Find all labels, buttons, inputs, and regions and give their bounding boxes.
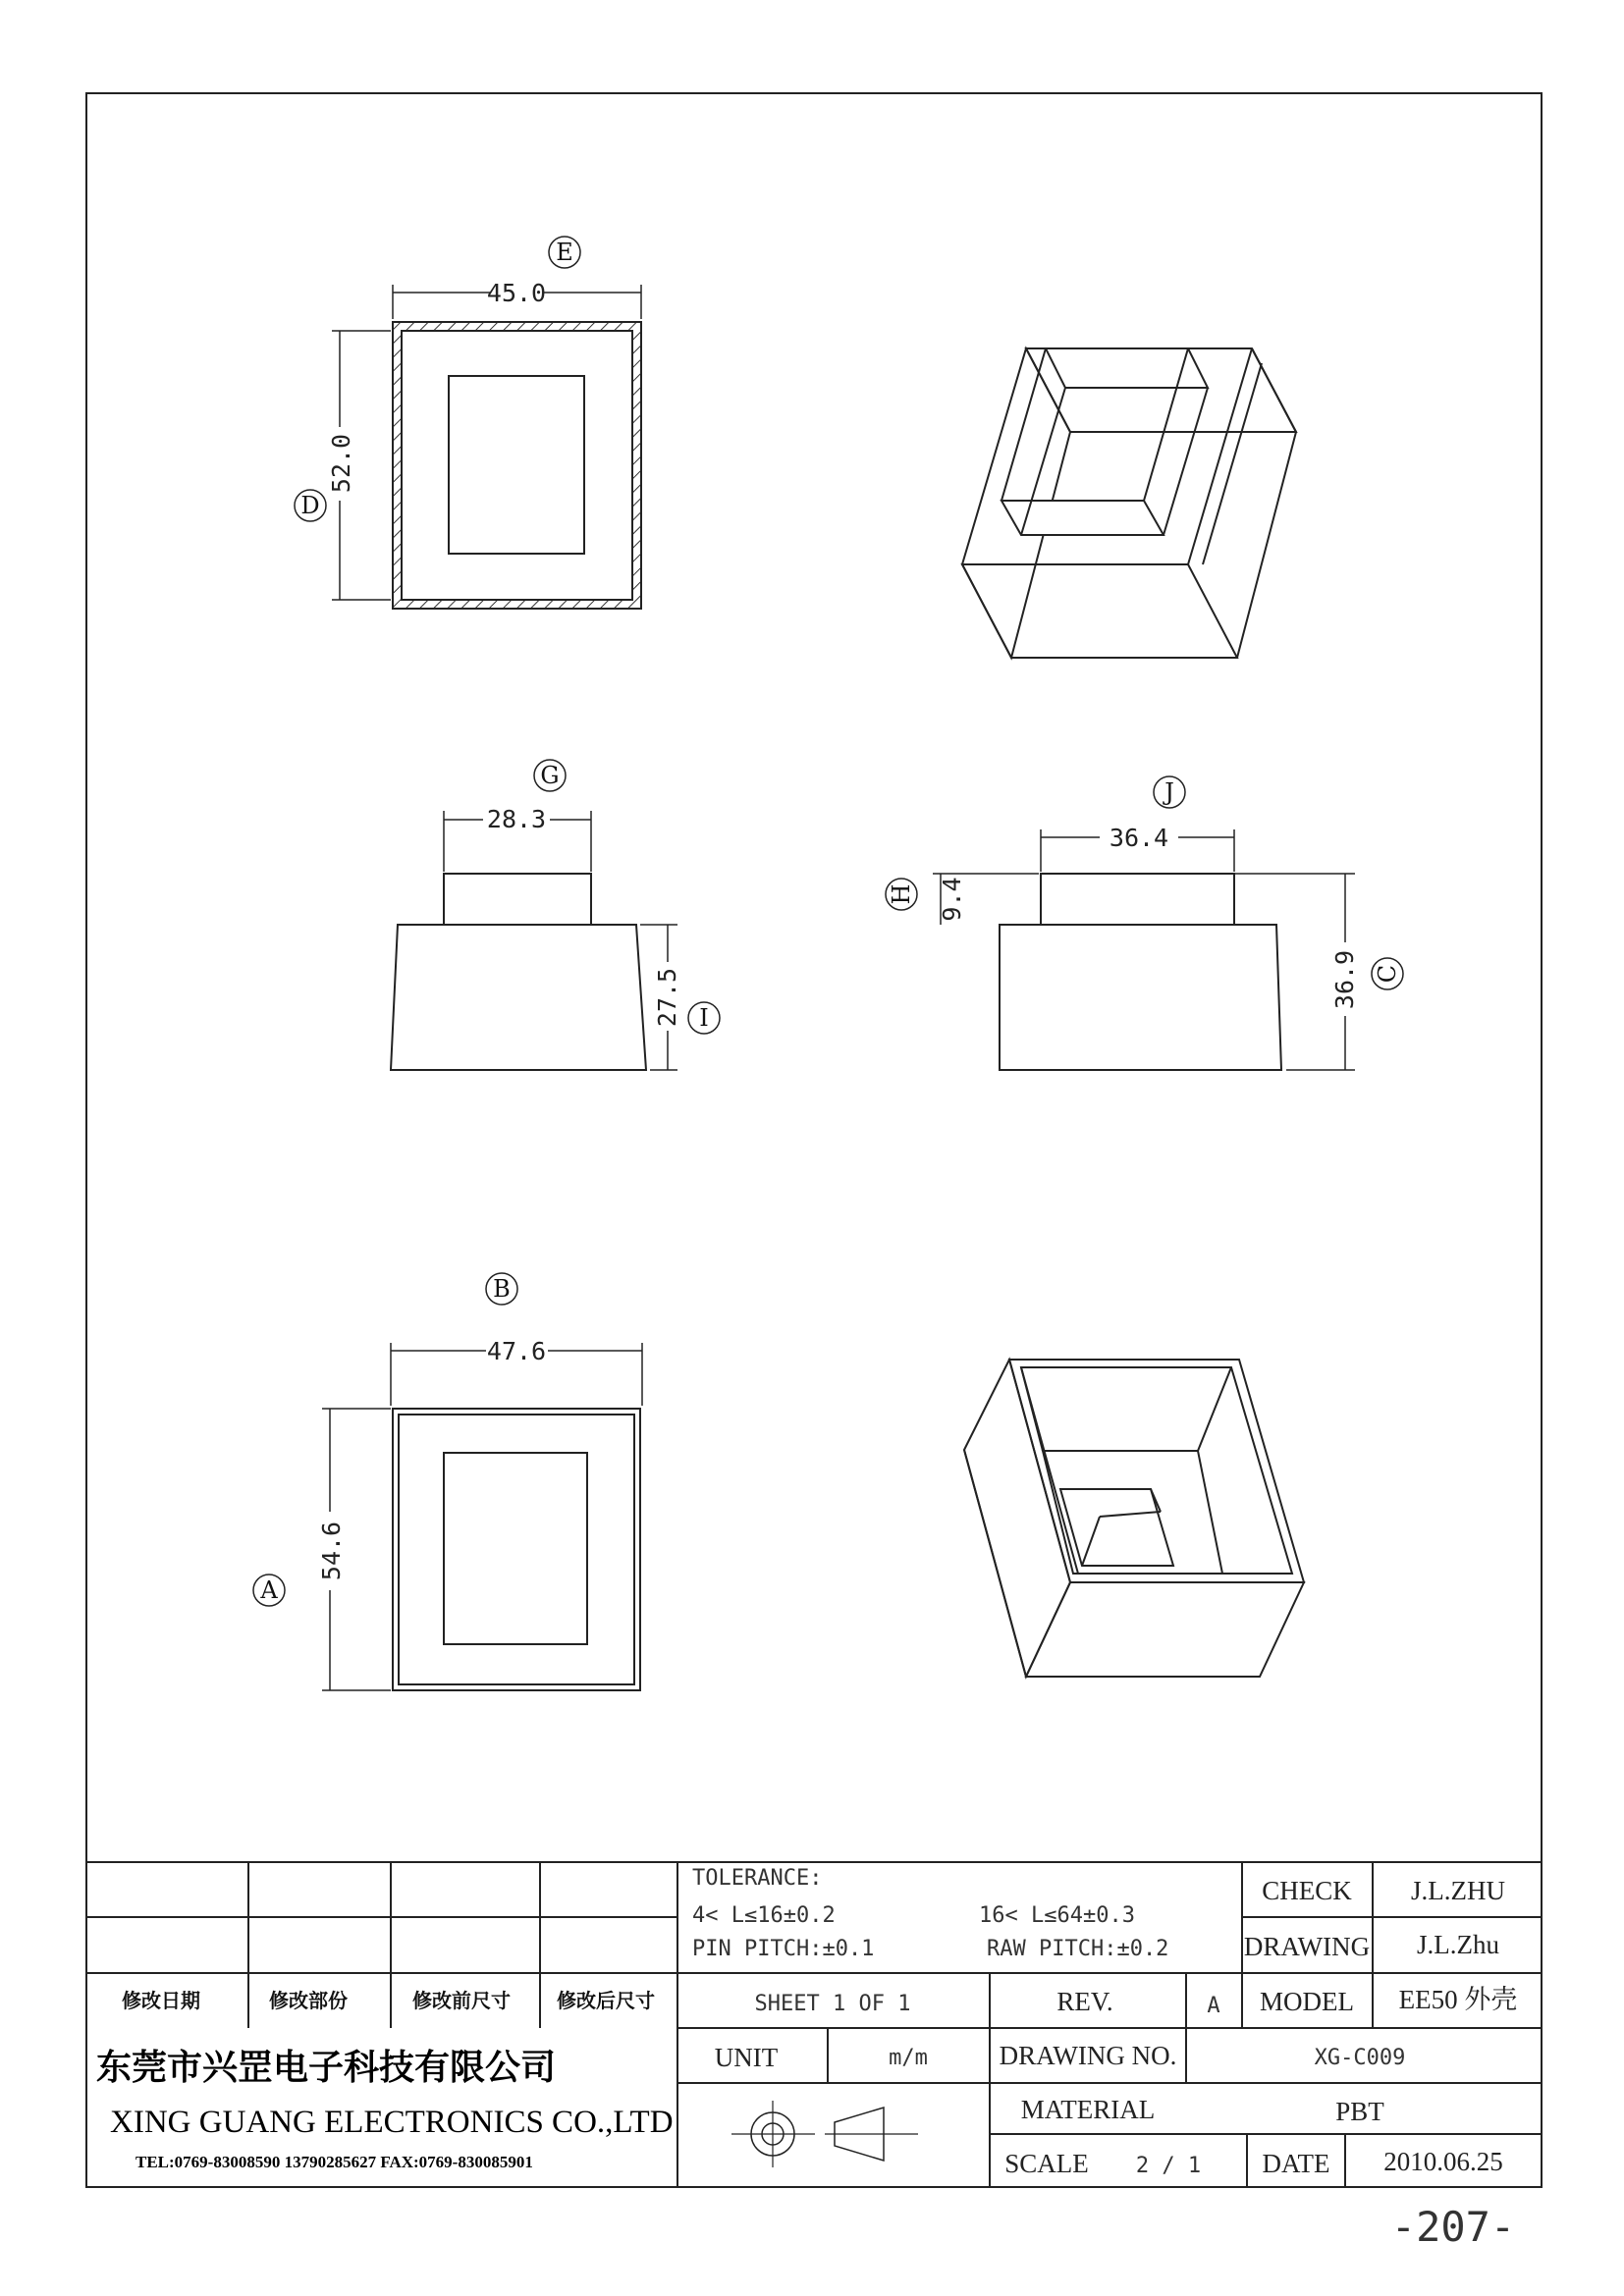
unit-value: m/m <box>889 2046 928 2070</box>
bubble-g: G <box>540 762 560 789</box>
company-name-en: XING GUANG ELECTRONICS CO.,LTD <box>110 2105 674 2140</box>
iso-view-open <box>964 1360 1304 1677</box>
top-height-label: 52.0 <box>327 433 355 494</box>
bubble-h: H <box>888 883 915 905</box>
side-view <box>886 776 1403 1070</box>
drawing-no-label: DRAWING NO. <box>999 2041 1177 2070</box>
page-number: -207- <box>1390 2203 1516 2251</box>
scale-value: 2 / 1 <box>1135 2154 1202 2178</box>
tolerance-range-2: 16< L≤64±0.3 <box>979 1903 1135 1928</box>
company-contact: TEL:0769-83008590 13790285627 FAX:0769-830085901 <box>135 2153 533 2171</box>
material-value: PBT <box>1335 2097 1384 2126</box>
rev-header-part: 修改部份 <box>269 1989 348 2012</box>
bottom-width-label: 47.6 <box>486 1337 547 1365</box>
model-label: MODEL <box>1260 1987 1354 2016</box>
tolerance-title: TOLERANCE: <box>692 1866 823 1891</box>
model-value: EE50 外壳 <box>1398 1985 1518 2014</box>
rev-header-date: 修改日期 <box>122 1989 200 2012</box>
company-name-cn: 东莞市兴罡电子科技有限公司 <box>96 2048 557 2088</box>
drawing-no-value: XG-C009 <box>1314 2046 1406 2070</box>
bubble-a: A <box>260 1576 278 1604</box>
sheet-count: SHEET 1 OF 1 <box>754 1992 911 2016</box>
top-width-label: 45.0 <box>486 279 547 307</box>
bubble-b: B <box>493 1275 511 1303</box>
side-total-height-label: 36.9 <box>1330 949 1359 1010</box>
date-label: DATE <box>1262 2149 1330 2178</box>
check-label: CHECK <box>1262 1876 1352 1905</box>
drawing-label: DRAWING <box>1243 1932 1371 1961</box>
scale-label: SCALE <box>1004 2149 1089 2178</box>
raw-pitch: RAW PITCH:±0.2 <box>987 1937 1169 1961</box>
rev-header-after: 修改后尺寸 <box>557 1989 655 2012</box>
bubble-c: C <box>1374 964 1401 984</box>
unit-label: UNIT <box>714 2043 779 2072</box>
bottom-view <box>253 1273 642 1690</box>
bubble-j: J <box>1164 778 1174 806</box>
rev-header-before: 修改前尺寸 <box>412 1989 511 2012</box>
date-value: 2010.06.25 <box>1383 2147 1503 2176</box>
rev-value: A <box>1207 1994 1220 2018</box>
front-height-label: 27.5 <box>653 967 681 1028</box>
bubble-e: E <box>556 239 573 266</box>
bubble-i: I <box>699 1004 709 1032</box>
tolerance-range-1: 4< L≤16±0.2 <box>692 1903 836 1928</box>
drawing-value: J.L.Zhu <box>1417 1930 1499 1959</box>
check-value: J.L.ZHU <box>1411 1876 1505 1905</box>
bottom-height-label: 54.6 <box>317 1521 346 1581</box>
pin-pitch: PIN PITCH:±0.1 <box>692 1937 875 1961</box>
side-step-label: 9.4 <box>938 877 966 922</box>
bubble-d: D <box>300 492 320 519</box>
top-view <box>295 237 641 609</box>
side-top-width-label: 36.4 <box>1109 824 1169 852</box>
iso-view-closed <box>962 348 1296 658</box>
rev-label: REV. <box>1056 1987 1113 2016</box>
material-label: MATERIAL <box>1020 2095 1156 2124</box>
front-top-width-label: 28.3 <box>486 805 547 833</box>
